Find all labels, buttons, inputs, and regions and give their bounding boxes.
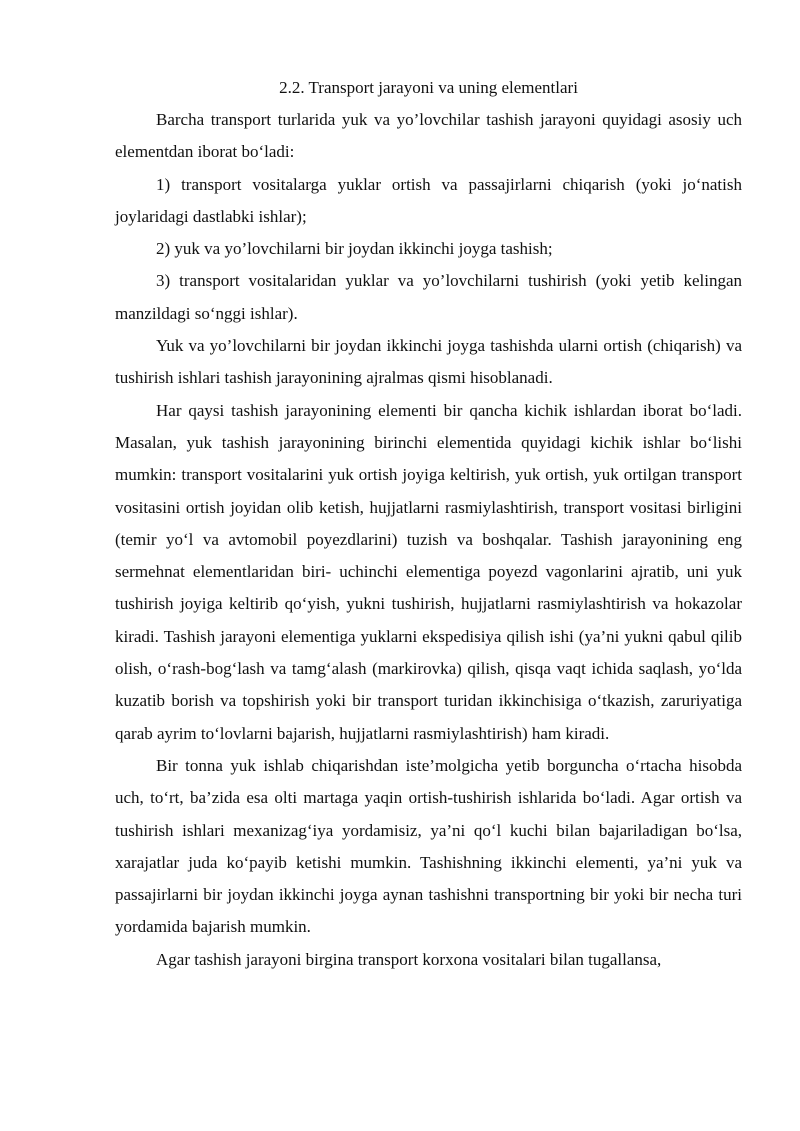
paragraph-tonnage: Bir tonna yuk ishlab chiqarishdan iste’molgicha yetib borguncha o‘rtacha hisobda uch, to‘rt, ba’zida esa olti martaga yaqin ortish-tushirish ishlarida bo‘ladi. Agar ortish va tushirish ishlari mexanizag‘iya yordamisiz, ya’ni qo‘l kuchi bilan bajariladigan bo‘lsa, xarajatlar juda ko‘payib ketishi mumkin. Tashishning ikkinchi elementi, ya’ni yuk va passajirlarni bir joydan ikkinchi joyga aynan tashishni transportning bir yoki bir necha turi yordamida bajarish mumkin. [115, 755, 742, 937]
paragraph-list-item-1: 1) transport vositalarga yuklar ortish va passajirlarni chiqarish (yoki jo‘natish joylaridagi dastlabki ishlar); [115, 174, 742, 226]
paragraph-list-item-3: 3) transport vositalaridan yuklar va yo’lovchilarni tushirish (yoki yetib kelingan manzildagi so‘nggi ishlar). [115, 271, 742, 323]
paragraph-loading-unloading: Yuk va yo’lovchilarni bir joydan ikkinchi joyga tashishda ularni ortish (chiqarish) va tushirish ishlari tashish jarayonining ajralmas qismi hisoblanadi. [115, 336, 742, 388]
section-heading: 2.2. Transport jarayoni va uning elementlari [279, 78, 578, 97]
paragraph-process-elements: Har qaysi tashish jarayonining elementi bir qancha kichik ishlardan iborat bo‘ladi. Masalan, yuk tashish jarayonining birinchi elementida quyidagi kichik ishlar bo‘lishi mumkin: transport vositalarini yuk ortish joyiga keltirish, yuk ortish, yuk ortilgan transport vositasini ortish joyidan olib ketish, hujjatlarni rasmiylashtirish, transport vositasi birligini (temir yo‘l va avtomobil poyezdlarini) tuzish va boshqalar. Tashish jarayonining eng sermehnat elementlaridan biri- uchinchi elementiga poyezd vagonlarini ajratib, uni yuk tushirish joyiga keltirib qo‘yish, yukni tushirish, hujjatlarni rasmiylashtirish va hokazolar kiradi. Tashish jarayoni elementiga yuklarni ekspedisiya qilish ishi (ya’ni yukni qabul qilib olish, o‘rash-bog‘lash va tamg‘alash (markirovka) qilish, qisqa vaqt ichida saqlash, yo‘lda kuzatib borish va topshirish yoki bir transport turidan ikkinchisiga o‘tkazish, zaruriyatiga qarab ayrim to‘lovlarni bajarish, hujjatlarni rasmiylashtirish) ham kiradi. [115, 400, 742, 743]
document-page [115, 72, 742, 976]
paragraph-list-item-2: 2) yuk va yo’lovchilarni bir joydan ikkinchi joyga tashish; [156, 239, 553, 259]
paragraph-final-fragment: Agar tashish jarayoni birgina transport korxona vositalari bilan tugallansa, [156, 949, 662, 969]
paragraph-intro: Barcha transport turlarida yuk va yo’lovchilar tashish jarayoni quyidagi asosiy uch elementdan iborat bo‘ladi: [115, 110, 742, 162]
